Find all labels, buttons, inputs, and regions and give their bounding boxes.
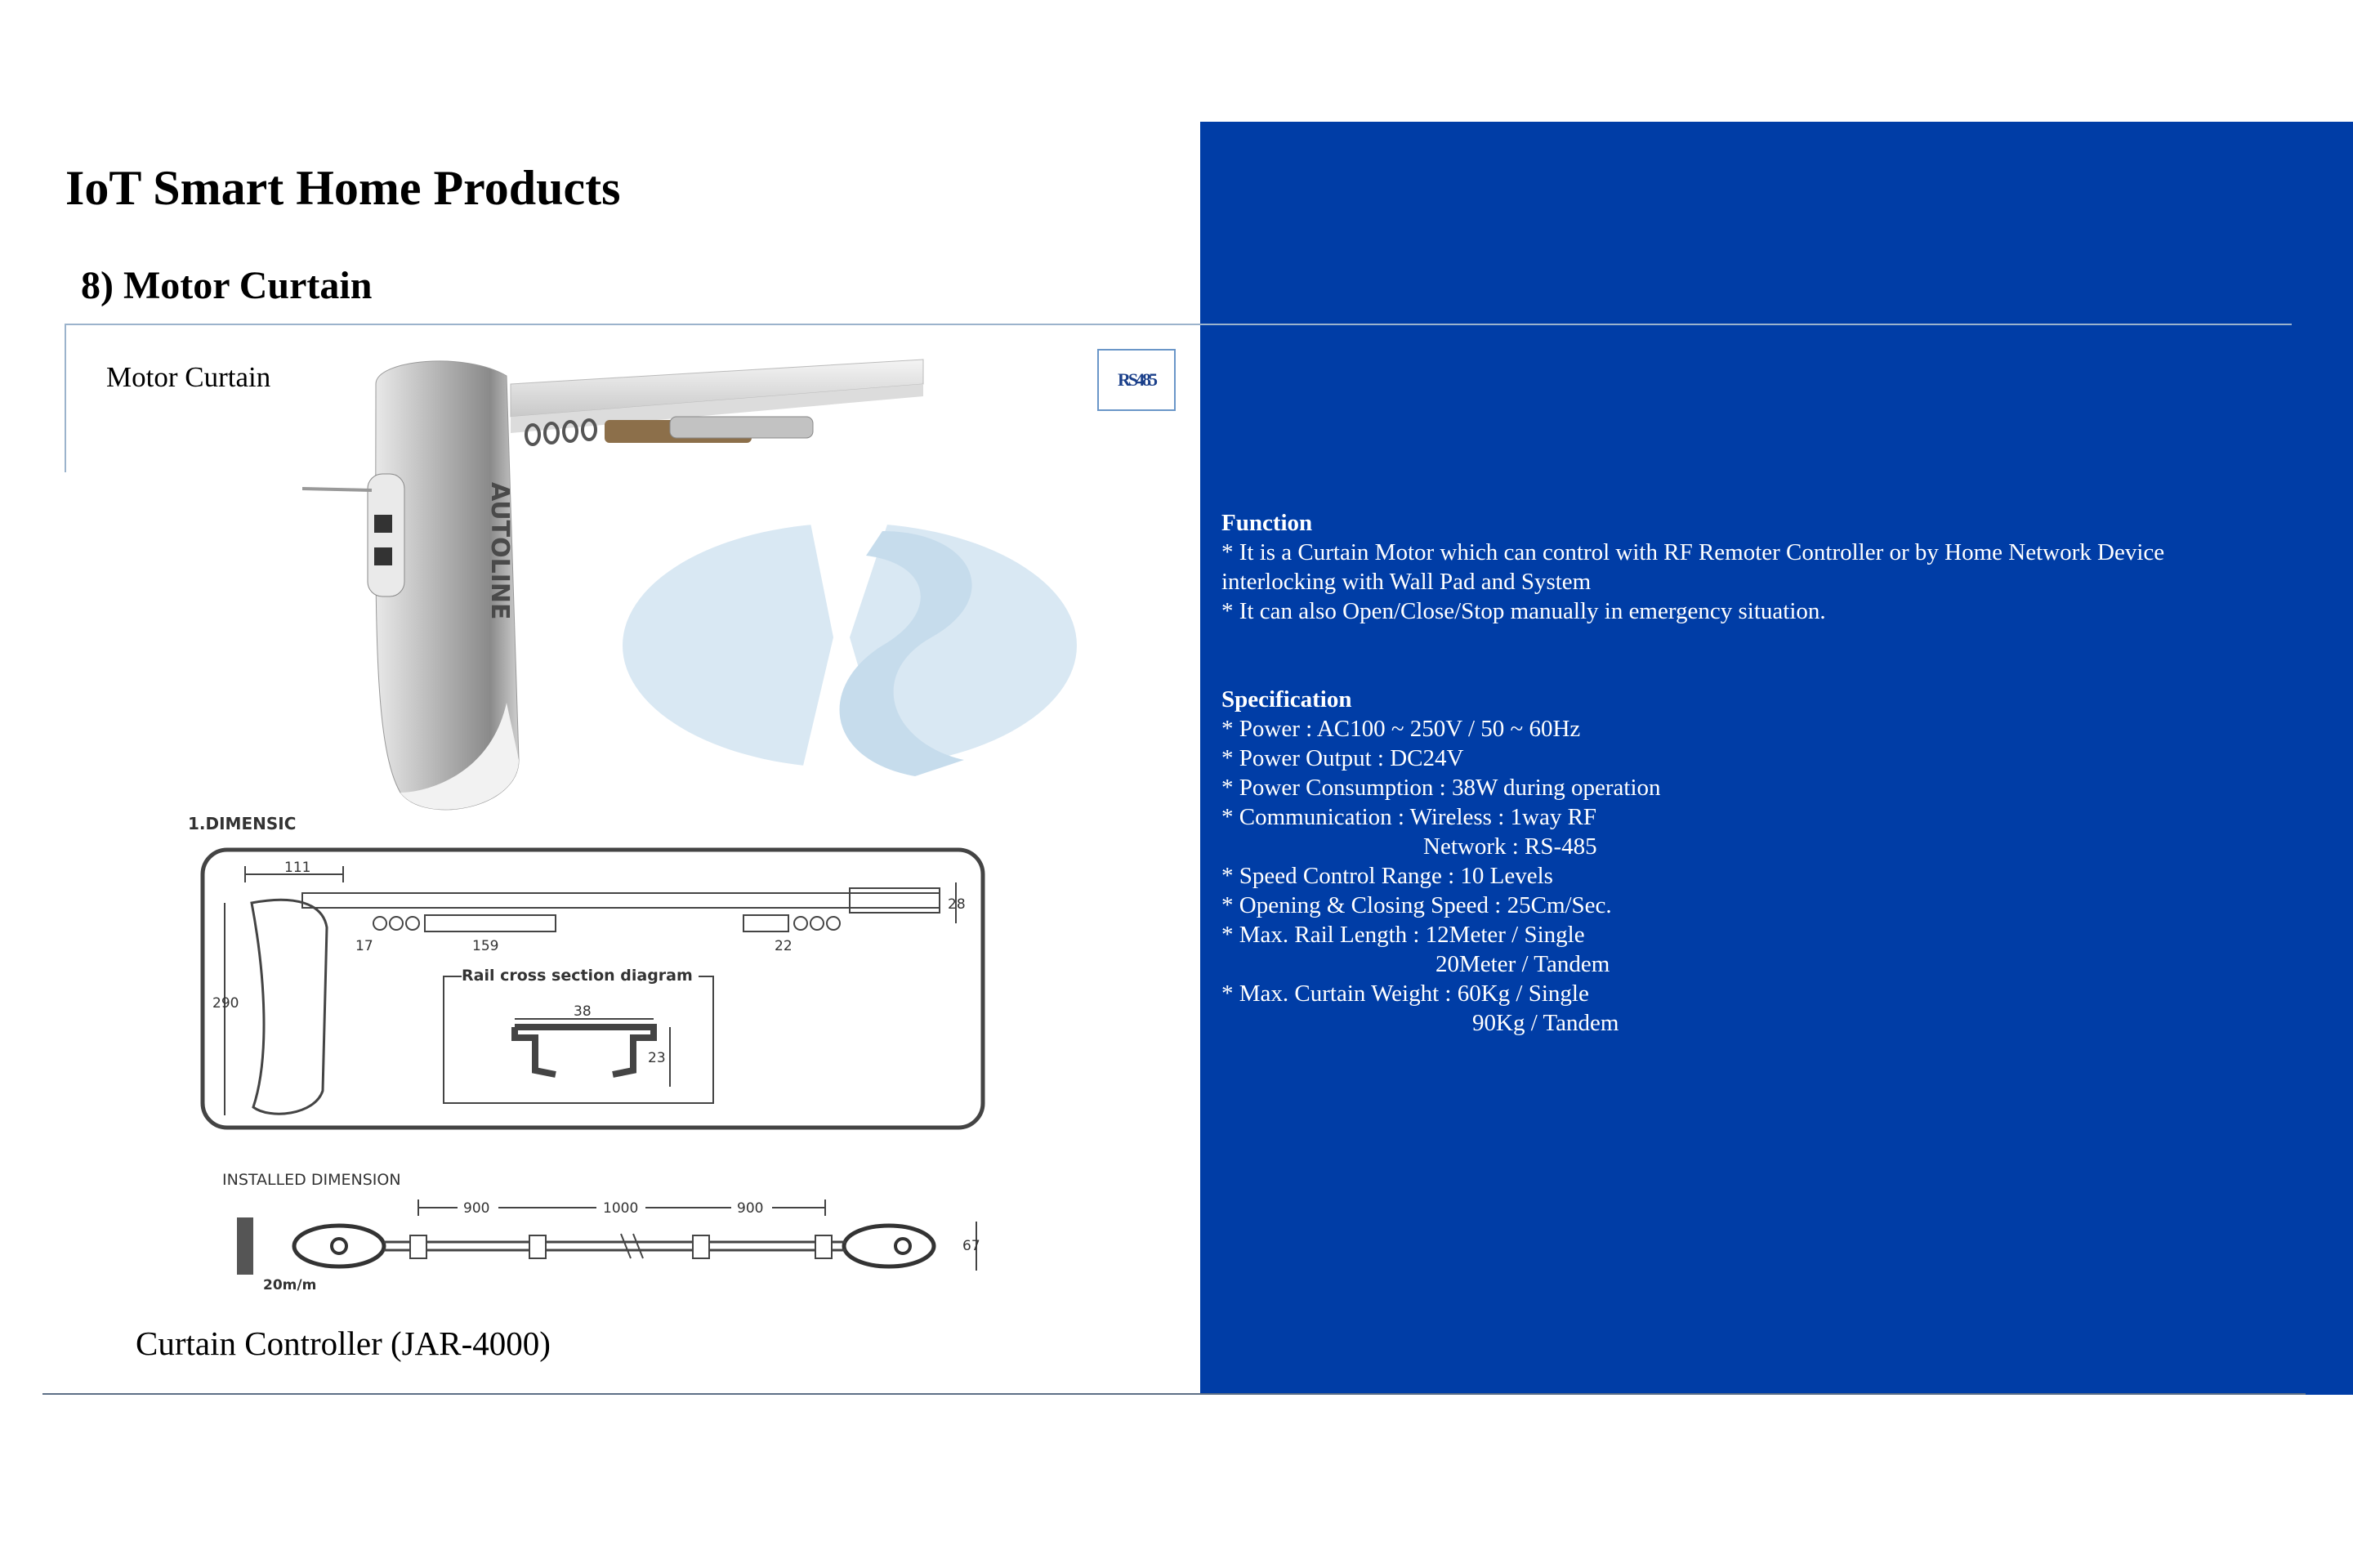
function-line: interlocking with Wall Pad and System xyxy=(1221,569,1592,595)
brand-label: AUTOLINE xyxy=(485,482,514,620)
motor-product-photo xyxy=(302,351,931,833)
spec-line: 90Kg / Tandem xyxy=(1472,1010,1619,1036)
spec-line: * Power Output : DC24V xyxy=(1221,745,1464,771)
specification-heading: Specification xyxy=(1221,686,1352,713)
function-line: * It is a Curtain Motor which can control with RF Remoter Controller or by Home Network Device xyxy=(1221,539,2165,565)
spec-line: * Max. Rail Length : 12Meter / Single xyxy=(1221,922,1585,948)
dim-290: 290 xyxy=(212,995,239,1012)
rail-cross-section-title: Rail cross section diagram xyxy=(462,967,693,985)
product-label: Motor Curtain xyxy=(106,361,271,393)
dim-38: 38 xyxy=(574,1003,592,1020)
dim-28: 28 xyxy=(948,896,966,913)
dim-67: 67 xyxy=(962,1238,980,1254)
spec-line: * Power Consumption : 38W during operation xyxy=(1221,775,1661,801)
bottom-divider xyxy=(42,1393,2306,1395)
section-title: 8) Motor Curtain xyxy=(81,264,373,307)
dim-22: 22 xyxy=(775,938,793,954)
dim-159: 159 xyxy=(472,938,499,954)
spec-line: 20Meter / Tandem xyxy=(1435,951,1610,977)
dim-1000: 1000 xyxy=(603,1200,639,1217)
spec-line: * Opening & Closing Speed : 25Cm/Sec. xyxy=(1221,892,1612,918)
dim-900-right: 900 xyxy=(737,1200,764,1217)
spec-line: Network : RS-485 xyxy=(1423,833,1597,860)
function-line: * It can also Open/Close/Stop manually in emergency situation. xyxy=(1221,598,1826,624)
page-title: IoT Smart Home Products xyxy=(65,161,621,215)
spec-line: * Max. Curtain Weight : 60Kg / Single xyxy=(1221,981,1589,1007)
dimension-heading: 1.DIMENSIC xyxy=(188,814,297,833)
spec-line: * Power : AC100 ~ 250V / 50 ~ 60Hz xyxy=(1221,716,1581,742)
installed-dimension-drawing xyxy=(212,1168,1005,1299)
rs485-badge: RS485 xyxy=(1097,349,1176,411)
dim-17: 17 xyxy=(355,938,373,954)
spec-line: * Communication : Wireless : 1way RF xyxy=(1221,804,1597,830)
spec-text-block xyxy=(1221,508,2316,1038)
dim-111: 111 xyxy=(284,860,311,876)
controller-caption: Curtain Controller (JAR-4000) xyxy=(136,1325,551,1362)
dim-20mm: 20m/m xyxy=(263,1277,317,1293)
left-divider xyxy=(65,324,66,472)
function-heading: Function xyxy=(1221,510,1313,536)
top-divider xyxy=(65,324,2292,325)
dim-900-left: 900 xyxy=(463,1200,490,1217)
spec-line: * Speed Control Range : 10 Levels xyxy=(1221,863,1553,889)
dimension-drawing xyxy=(180,813,997,1140)
dim-23: 23 xyxy=(648,1050,666,1066)
installed-title: INSTALLED DIMENSION xyxy=(222,1171,401,1189)
